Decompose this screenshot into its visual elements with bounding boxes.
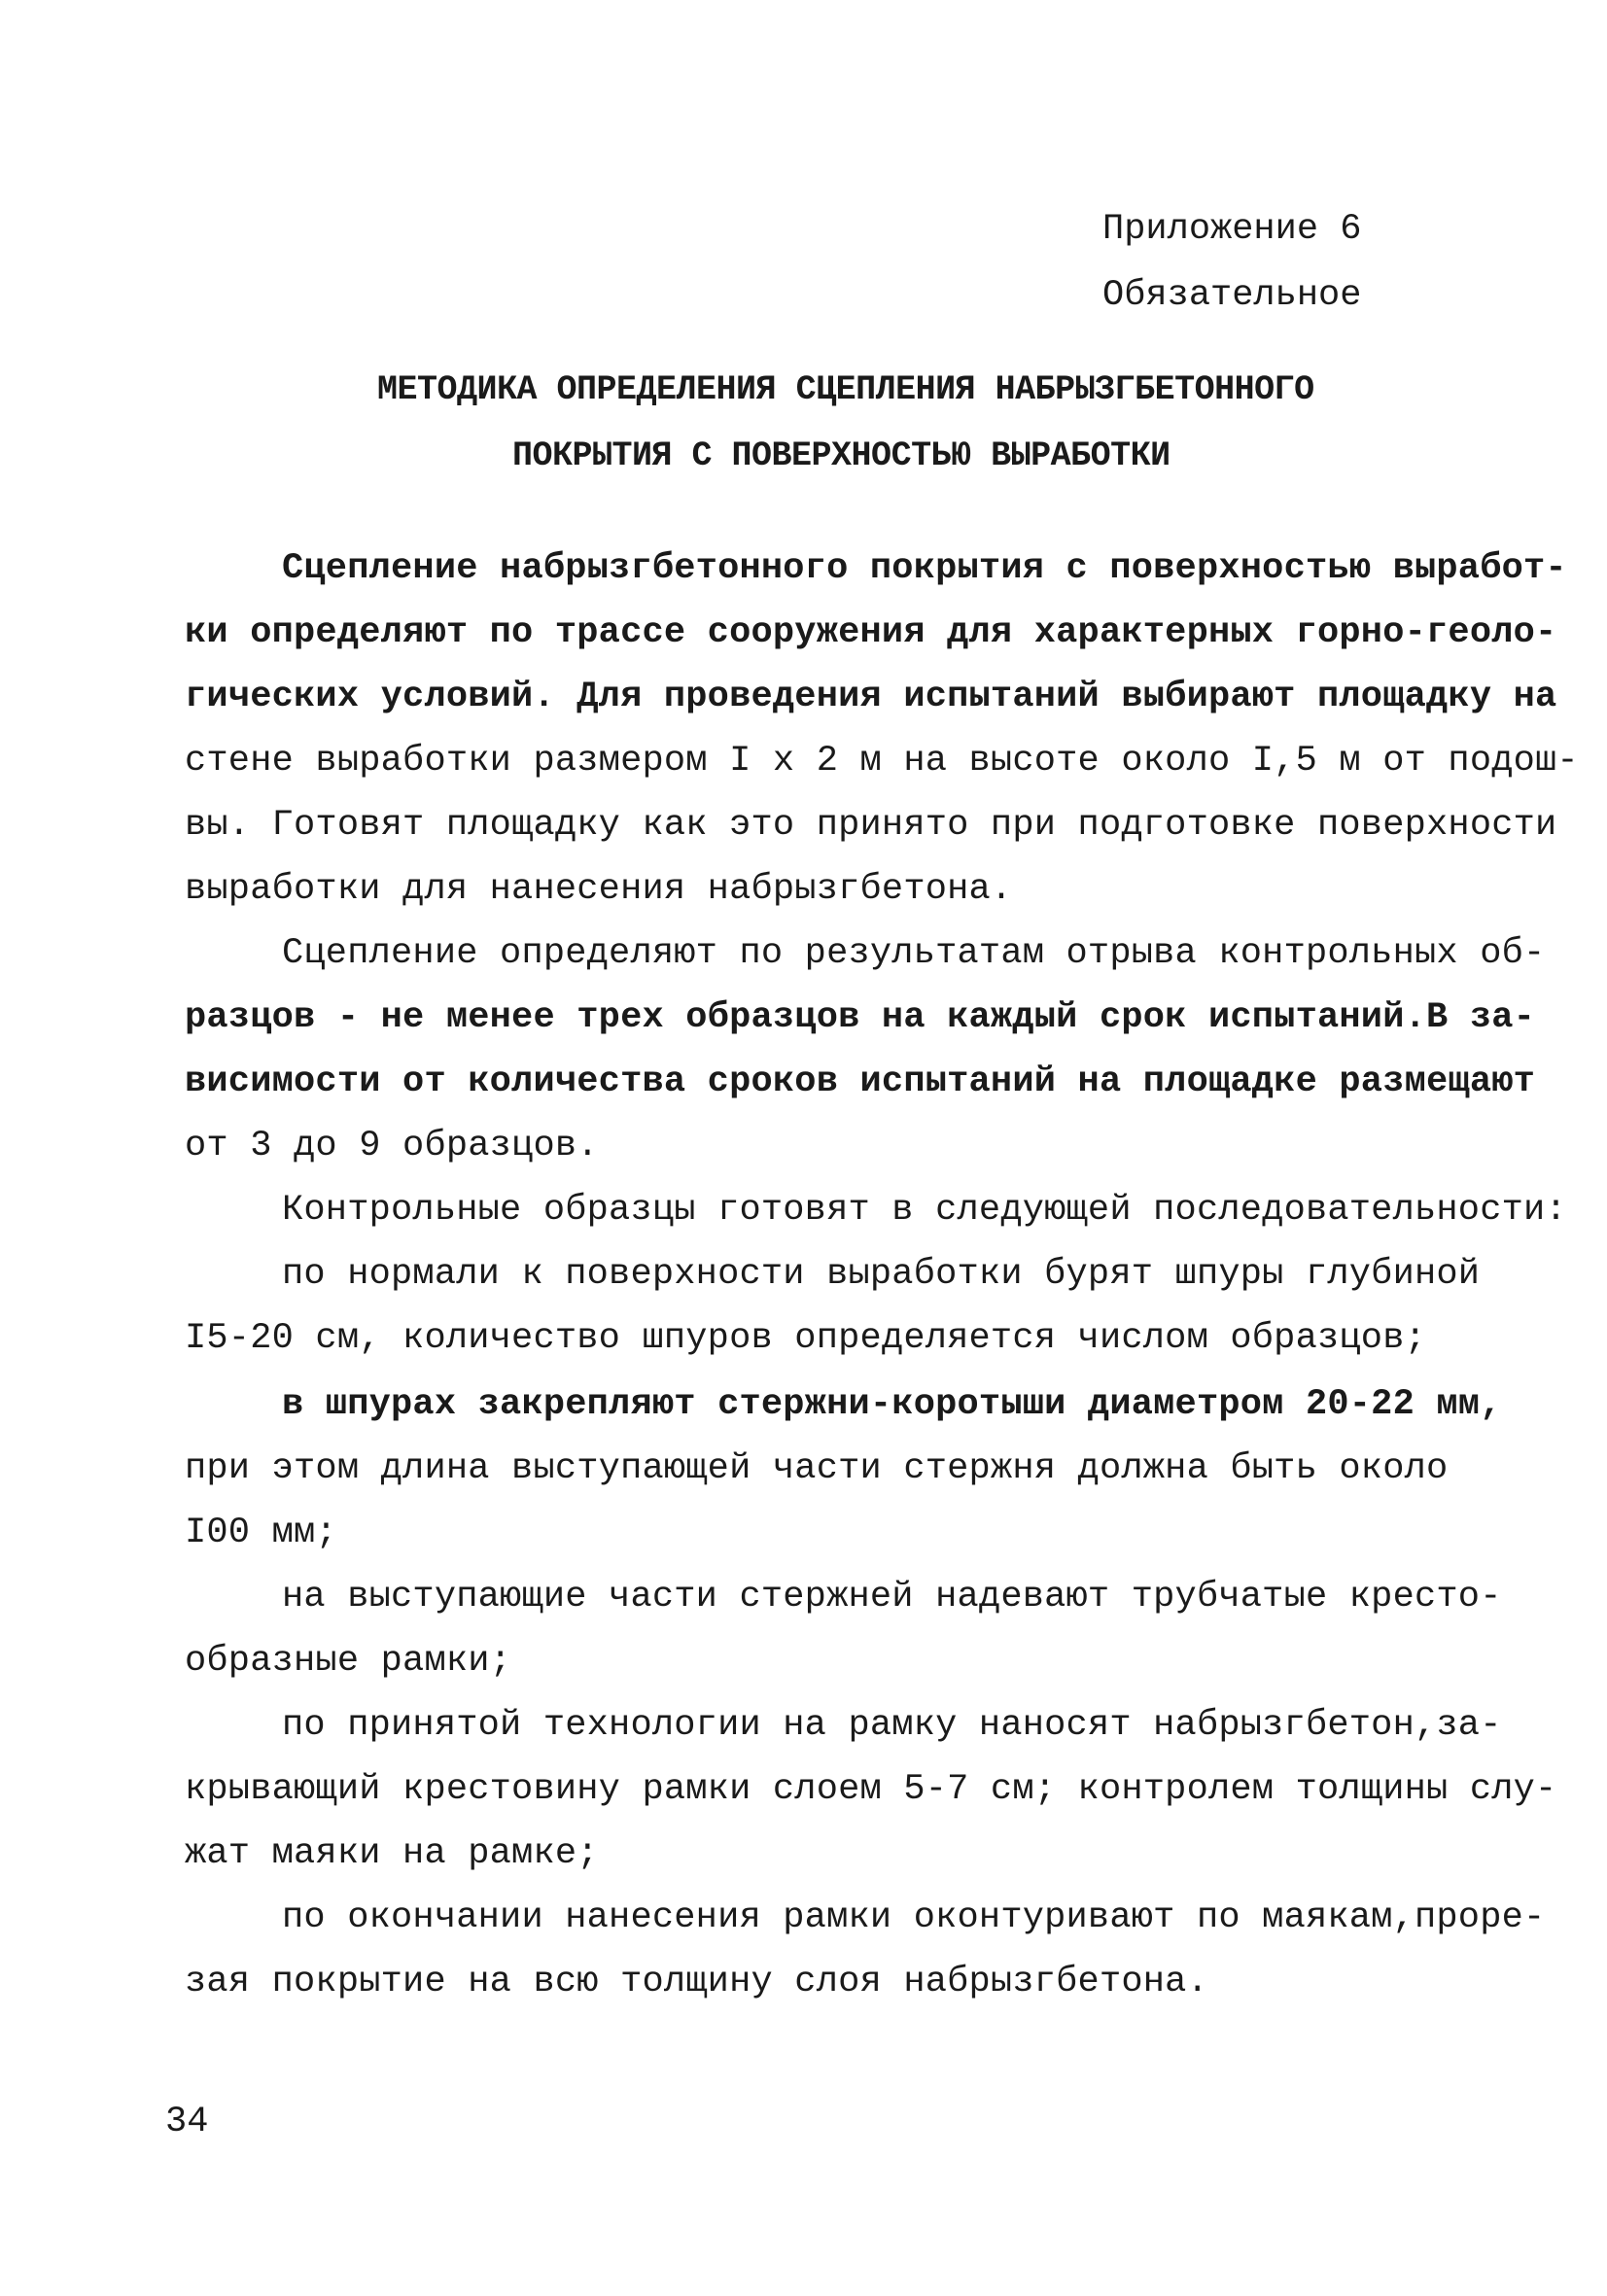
para1-line-5: вы. Готовят площадку как это принято при подготовке поверхности: [185, 805, 1557, 846]
para1-line-1: Сцепление набрызгбетонного покрытия с поверхностью выработ-: [282, 548, 1567, 589]
para4-line-2: I5-20 см, количество шпуров определяется числом образцов;: [185, 1318, 1427, 1359]
para2-line-3: висимости от количества сроков испытаний на площадке размещают: [185, 1061, 1536, 1102]
para5-line-2: при этом длина выступающей части стержня должна быть около: [185, 1448, 1449, 1489]
para6-line-2: образные рамки;: [185, 1641, 512, 1682]
para2-line-1: Сцепление определяют по результатам отрыва контрольных об-: [282, 933, 1546, 974]
para2-line-2: разцов - не менее трех образцов на каждый срок испытаний.В за-: [185, 997, 1536, 1038]
para8-line-2: зая покрытие на всю толщину слоя набрызгбетона.: [185, 1962, 1208, 2002]
para3-line-1: Контрольные образцы готовят в следующей последовательности:: [282, 1190, 1567, 1231]
para1-line-4: стене выработки размером I x 2 м на высоте около I,5 м от подош-: [185, 741, 1579, 782]
para4-line-1: по нормали к поверхности выработки бурят шпуры глубиной: [282, 1254, 1481, 1295]
para1-line-2: ки определяют по трассе сооружения для характерных горно-геоло-: [185, 612, 1557, 653]
para8-line-1: по окончании нанесения рамки оконтуривают по маякам,проре-: [282, 1897, 1546, 1938]
para6-line-1: на выступающие части стержней надевают трубчатые кресто-: [282, 1577, 1502, 1618]
para1-line-6: выработки для нанесения набрызгбетона.: [185, 869, 1013, 910]
para1-line-3: гических условий. Для проведения испытаний выбирают площадку на: [185, 677, 1557, 717]
para5-line-1: в шпурах закрепляют стержни-коротыши диаметром 20-22 мм,: [282, 1384, 1502, 1425]
para7-line-1: по принятой технологии на рамку наносят набрызгбетон,за-: [282, 1705, 1502, 1746]
appendix-status: Обязательное: [1102, 275, 1362, 316]
title-line-1: МЕТОДИКА ОПРЕДЕЛЕНИЯ СЦЕПЛЕНИЯ НАБРЫЗГБЕТОННОГО: [377, 370, 1314, 409]
para5-line-3: I00 мм;: [185, 1513, 337, 1553]
appendix-label: Приложение 6: [1102, 209, 1362, 250]
para7-line-3: жат маяки на рамке;: [185, 1833, 599, 1874]
para2-line-4: от 3 до 9 образцов.: [185, 1126, 599, 1166]
para7-line-2: крывающий крестовину рамки слоем 5-7 см; контролем толщины слу-: [185, 1769, 1557, 1810]
page-number: 34: [165, 2102, 209, 2142]
title-line-2: ПОКРЫТИЯ С ПОВЕРХНОСТЬЮ ВЫРАБОТКИ: [512, 436, 1170, 475]
